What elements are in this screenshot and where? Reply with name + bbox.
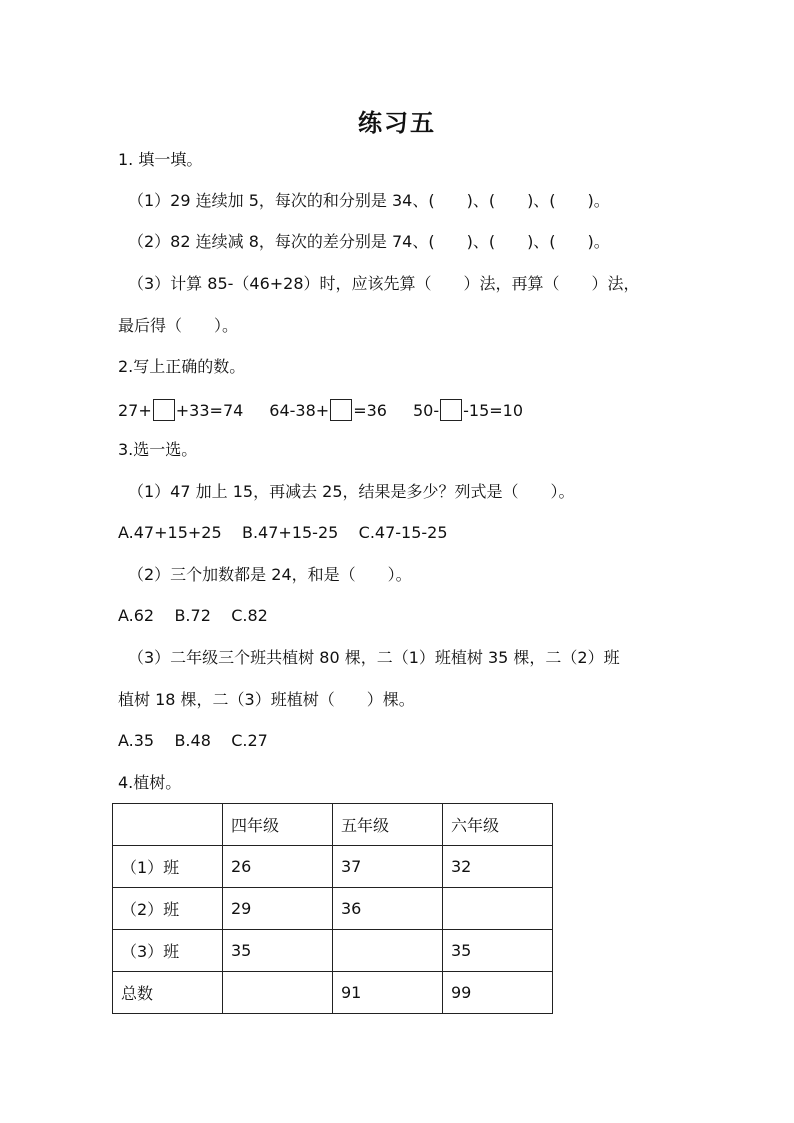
- equation-1-after: +33=74: [175, 401, 244, 420]
- question-3-item-2-options: A.62 B.72 C.82: [118, 606, 268, 625]
- table-cell: 99: [443, 972, 553, 1014]
- equation-3-after: -15=10: [463, 401, 524, 420]
- table-cell: 36: [333, 888, 443, 930]
- question-2-equations: [118, 399, 523, 421]
- question-1-heading: 1. 填一填。: [118, 150, 203, 169]
- table-row: [113, 846, 553, 888]
- question-2-heading: 2.写上正确的数。: [118, 357, 246, 376]
- equation-2-before: 64-38+: [269, 401, 330, 420]
- table-cell-blank[interactable]: [443, 888, 553, 930]
- question-1-item-3-line-1: （3）计算 85-（46+28）时，应该先算（ ）法，再算（ ）法，: [128, 274, 640, 293]
- table-cell: （1）班: [113, 846, 223, 888]
- table-cell: 29: [223, 888, 333, 930]
- question-3-item-1-options: A.47+15+25 B.47+15-25 C.47-15-25: [118, 523, 448, 542]
- table-cell: 91: [333, 972, 443, 1014]
- tree-planting-table: [112, 803, 553, 1014]
- table-cell: （3）班: [113, 930, 223, 972]
- equation-3-before: 50-: [412, 401, 440, 420]
- page-title: 练习五: [358, 108, 436, 137]
- answer-box-3[interactable]: [440, 399, 462, 421]
- equation-2-after: =36: [353, 401, 387, 420]
- table-header-cell: 五年级: [333, 804, 443, 846]
- question-3-item-3-line-2: 植树 18 棵，二（3）班植树（ ）棵。: [118, 690, 415, 709]
- table-cell: 总数: [113, 972, 223, 1014]
- table-cell: 35: [223, 930, 333, 972]
- table-row: [113, 888, 553, 930]
- question-3-item-2: （2）三个加数都是 24，和是（ ）。: [128, 565, 412, 584]
- question-3-heading: 3.选一选。: [118, 440, 198, 459]
- table-cell-blank[interactable]: [223, 972, 333, 1014]
- question-1-item-3-line-2: 最后得（ ）。: [118, 316, 239, 335]
- question-1-item-2: （2）82 连续减 8，每次的差分别是 74、( )、( )、( )。: [128, 232, 610, 251]
- table-cell: （2）班: [113, 888, 223, 930]
- table-row: [113, 930, 553, 972]
- question-3-item-3-options: A.35 B.48 C.27: [118, 731, 268, 750]
- question-4-heading: 4.植树。: [118, 773, 182, 792]
- table-row-total: [113, 972, 553, 1014]
- table-cell: 26: [223, 846, 333, 888]
- table-cell: 32: [443, 846, 553, 888]
- table-cell: 35: [443, 930, 553, 972]
- table-cell-blank[interactable]: [333, 930, 443, 972]
- answer-box-2[interactable]: [330, 399, 352, 421]
- table-header-cell: 四年级: [223, 804, 333, 846]
- table-header-cell: [113, 804, 223, 846]
- question-3-item-1: （1）47 加上 15，再减去 25，结果是多少？列式是（ ）。: [128, 482, 575, 501]
- table-header-cell: 六年级: [443, 804, 553, 846]
- equation-1-before: 27+: [118, 401, 152, 420]
- question-1-item-1: （1）29 连续加 5，每次的和分别是 34、( )、( )、( )。: [128, 191, 610, 210]
- table-cell: 37: [333, 846, 443, 888]
- table-header-row: [113, 804, 553, 846]
- answer-box-1[interactable]: [153, 399, 175, 421]
- question-3-item-3-line-1: （3）二年级三个班共植树 80 棵，二（1）班植树 35 棵，二（2）班: [128, 648, 620, 667]
